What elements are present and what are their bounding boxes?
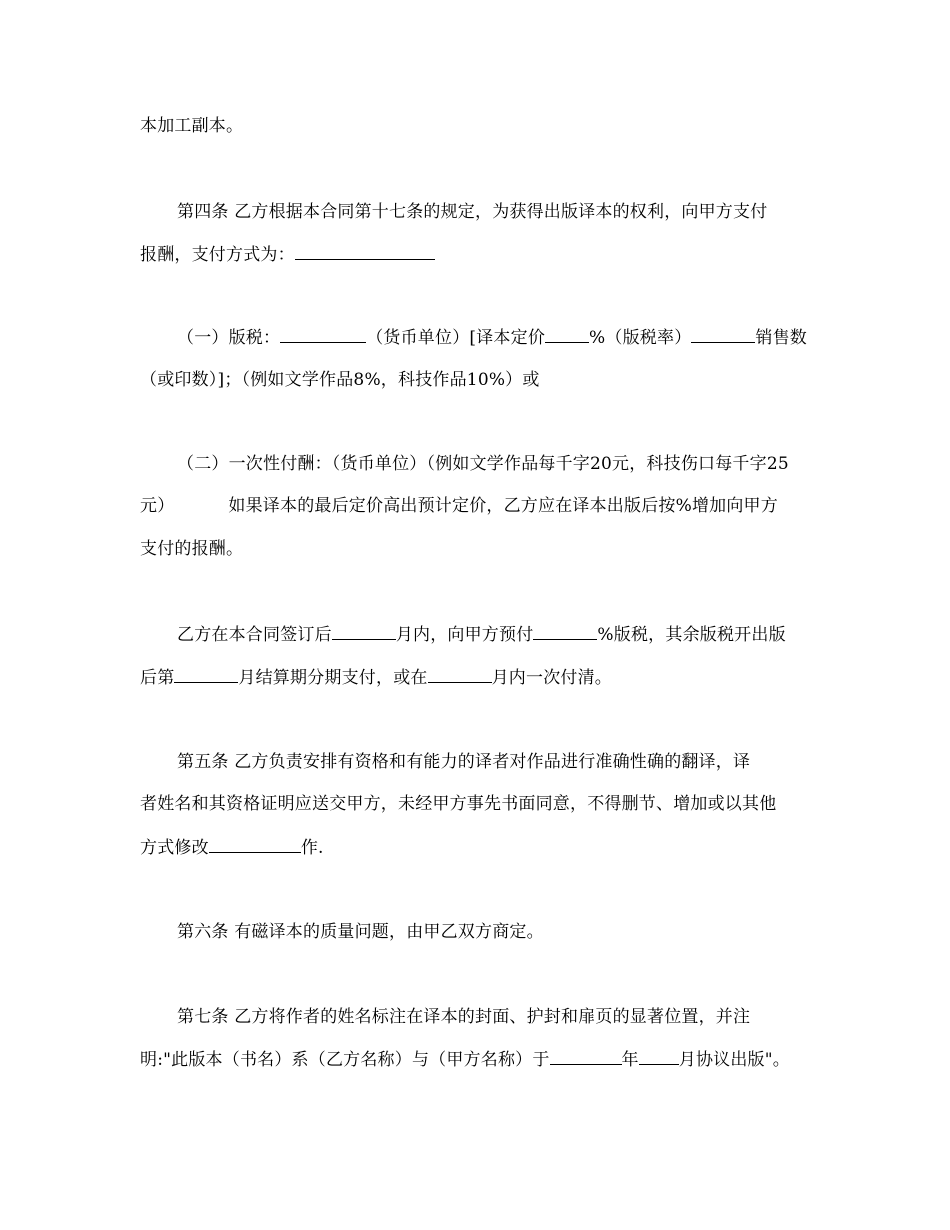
text: 后第 bbox=[140, 668, 175, 688]
lump-sum-line-2 bbox=[140, 494, 820, 518]
article-5-line-2 bbox=[140, 792, 820, 816]
article-6-line-1 bbox=[177, 920, 822, 944]
text: （货币单位）[译本定价 bbox=[366, 328, 546, 348]
text: （或印数）]；（例如文学作品8%，科技作品10%）或 bbox=[140, 370, 540, 390]
text: 元） bbox=[140, 496, 175, 516]
fill-blank bbox=[550, 1047, 622, 1065]
text: 如果译本的最后定价高出预计定价，乙方应在译本出版后按%增加向甲方 bbox=[228, 496, 778, 516]
lump-sum-line-3 bbox=[140, 537, 820, 561]
royalty-line-2 bbox=[140, 368, 820, 392]
text: 年 bbox=[621, 1050, 639, 1070]
text: %版税，其余版税开出版 bbox=[597, 625, 786, 645]
fill-blank bbox=[428, 665, 492, 683]
text: （二）一次性付酬：（货币单位）（例如文学作品每千字20元，科技伤口每千字25 bbox=[177, 454, 789, 474]
advance-line-2 bbox=[140, 665, 820, 690]
text: （一）版税： bbox=[177, 328, 281, 348]
text: 报酬，支付方式为： bbox=[140, 245, 295, 265]
text: 者姓名和其资格证明应送交甲方，未经甲方事先书面同意，不得删节、增加或以其他 bbox=[140, 794, 777, 814]
advance-line-1 bbox=[177, 622, 822, 647]
fill-blank bbox=[295, 242, 435, 260]
text: 月协议出版"。 bbox=[678, 1050, 790, 1070]
fill-blank bbox=[209, 835, 301, 853]
text: 第四条 乙方根据本合同第十七条的规定，为获得出版译本的权利，向甲方支付 bbox=[177, 202, 768, 222]
text: 月内，向甲方预付 bbox=[395, 625, 534, 645]
text: 本加工副本。 bbox=[140, 116, 244, 136]
text: 销售数 bbox=[755, 328, 808, 348]
article-4-line-2 bbox=[140, 242, 820, 267]
paragraph-line-1 bbox=[140, 114, 820, 138]
fill-blank bbox=[280, 325, 366, 343]
text: 第六条 有磁译本的质量问题，由甲乙双方商定。 bbox=[177, 922, 544, 942]
fill-blank bbox=[691, 325, 755, 343]
article-7-line-1 bbox=[177, 1005, 822, 1029]
text: 作. bbox=[300, 838, 324, 858]
fill-blank bbox=[533, 622, 597, 640]
royalty-line-1 bbox=[177, 325, 822, 350]
text: 月结算期分期支付，或在 bbox=[238, 668, 428, 688]
fill-blank bbox=[639, 1047, 679, 1065]
text: 支付的报酬。 bbox=[140, 539, 244, 559]
article-4-line-1 bbox=[177, 200, 822, 224]
text: 方式修改 bbox=[140, 838, 209, 858]
text: 乙方在本合同签订后 bbox=[177, 625, 332, 645]
text: 月内一次付清。 bbox=[491, 668, 613, 688]
text: %（版税率） bbox=[589, 328, 692, 348]
fill-blank bbox=[174, 665, 238, 683]
text: 明:"此版本（书名）系（乙方名称）与（甲方名称）于 bbox=[140, 1050, 550, 1070]
text: 第五条 乙方负责安排有资格和有能力的译者对作品进行准确性确的翻译，译 bbox=[177, 752, 751, 772]
fill-blank bbox=[332, 622, 396, 640]
article-5-line-3 bbox=[140, 835, 820, 860]
fill-blank bbox=[545, 325, 589, 343]
text: 第七条 乙方将作者的姓名标注在译本的封面、护封和扉页的显著位置，并注 bbox=[177, 1007, 751, 1027]
article-7-line-2 bbox=[140, 1047, 820, 1072]
lump-sum-line-1 bbox=[177, 452, 822, 476]
article-5-line-1 bbox=[177, 750, 822, 774]
